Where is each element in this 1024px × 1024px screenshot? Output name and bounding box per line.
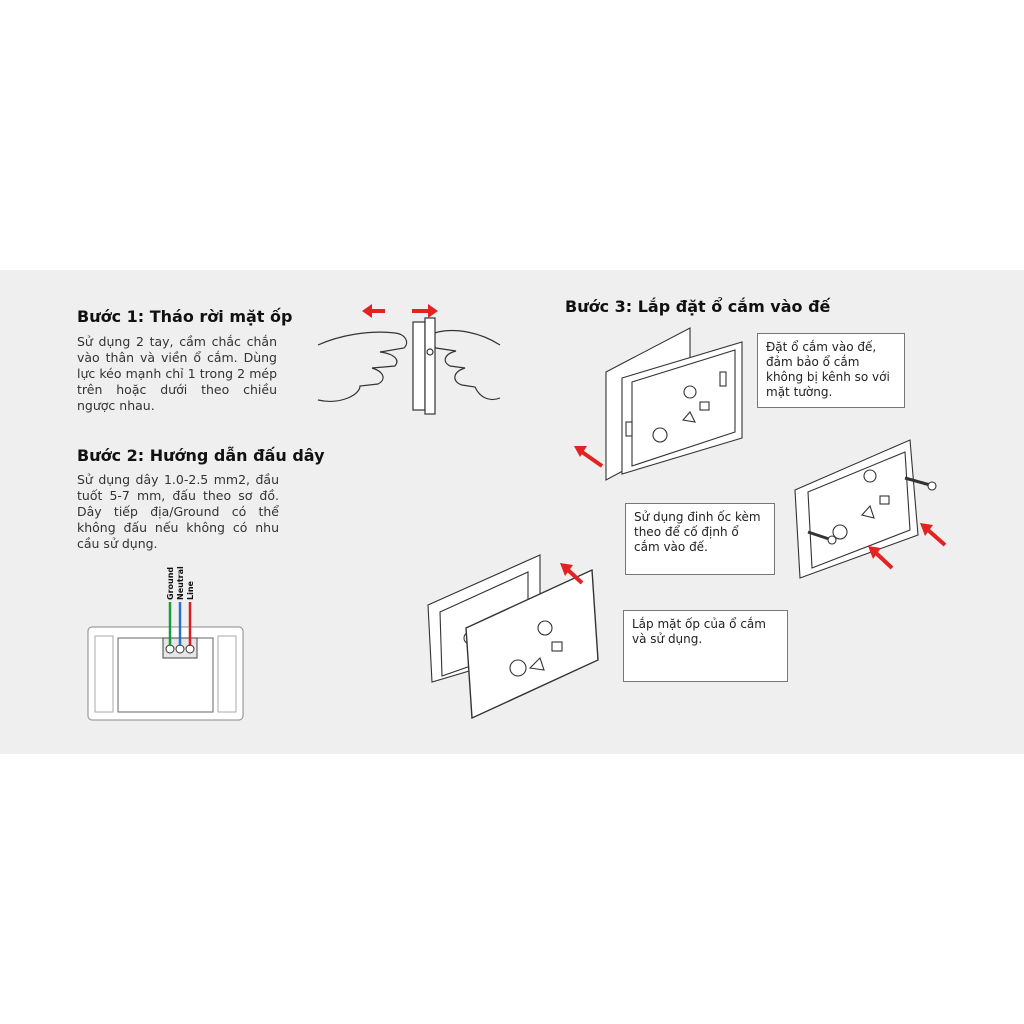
socket-in-base [606, 328, 742, 480]
step3-title: Bước 3: Lắp đặt ổ cắm vào đế [565, 297, 831, 316]
wiring-diagram [88, 566, 243, 720]
wire-label-ground: Ground [166, 566, 175, 600]
step1-title: Bước 1: Tháo rời mặt ốp [77, 307, 293, 326]
wire-label-neutral: Neutral [176, 566, 185, 600]
step2-title: Bước 2: Hướng dẫn đấu dây [77, 446, 325, 465]
callout-screws: Sử dụng đinh ốc kèm theo để cố định ổ cắm vào đế. [625, 503, 775, 575]
arrow-insert-socket [574, 446, 602, 466]
cover-assembly [428, 555, 598, 718]
callout-place-socket: Đặt ổ cắm vào đế, đảm bảo ổ cắm không bị kênh so với mặt tường. [757, 333, 905, 408]
step1-text: Sử dụng 2 tay, cầm chắc chắn vào thân và viền ổ cắm. Dùng lực kéo mạnh chỉ 1 trong 2 mép trên hoặc dưới theo chiều ngược nhau. [77, 334, 277, 413]
callout-cover: Lắp mặt ốp của ổ cắm và sử dụng. [623, 610, 788, 682]
hands-illustration [318, 318, 500, 414]
pull-arrows [362, 304, 438, 318]
socket-with-screws [795, 440, 936, 578]
step2-text: Sử dụng dây 1.0-2.5 mm2, đầu tuốt 5-7 mm, đấu theo sơ đồ. Dây tiếp địa/Ground có thể không đấu nếu không có nhu cầu sử dụng. [77, 472, 279, 551]
wire-label-line: Line [186, 581, 195, 600]
